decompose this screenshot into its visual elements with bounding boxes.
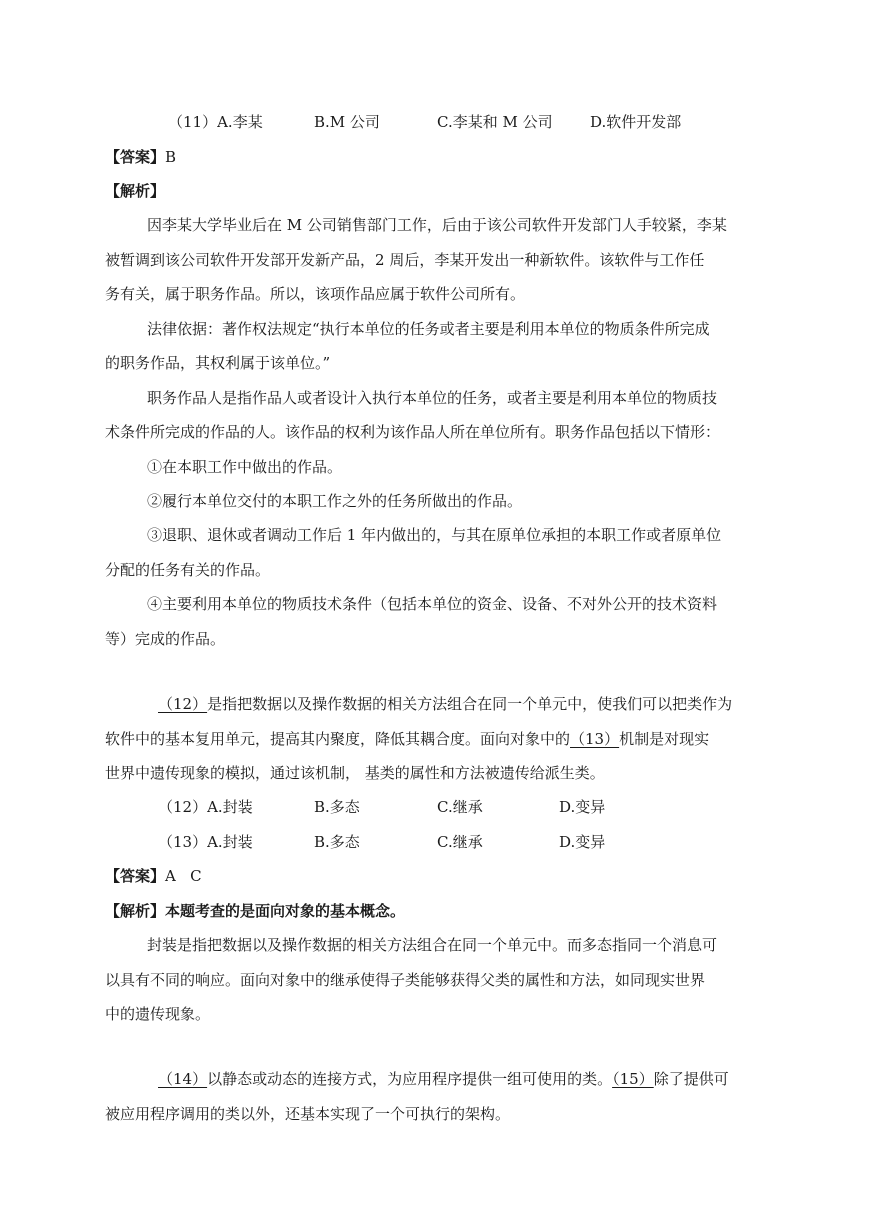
q13-option-d: D.变异	[559, 833, 606, 851]
q11-item3-line1: ③退职、退休或者调动工作后 1 年内做出的，与其在原单位承担的本职工作或者原单位	[147, 526, 722, 544]
q11-item3-line2: 分配的任务有关的作品。	[105, 561, 271, 579]
analysis-title: 本题考查的是面向对象的基本概念。	[165, 902, 406, 920]
answer-label: 【答案】	[105, 867, 166, 885]
analysis-label: 【解析】	[105, 902, 166, 920]
q12-analysis-heading	[105, 901, 405, 921]
blank-15: （15）	[612, 1070, 654, 1088]
answer-value: B	[165, 148, 177, 166]
q12-option-d: D.变异	[559, 798, 606, 816]
q11-option-d: D.软件开发部	[590, 113, 682, 131]
q13-option-a: （13）A.封装	[158, 833, 253, 851]
q11-analysis-label: 【解析】	[105, 182, 166, 200]
blank-14: （14）	[158, 1070, 208, 1088]
q11-item4-line1: ④主要利用本单位的物质技术条件（包括本单位的资金、设备、不对外公开的技术资料	[147, 595, 718, 613]
q11-item4-line2: 等）完成的作品。	[105, 630, 226, 648]
q11-para1-line3: 务有关，属于职务作品。所以，该项作品应属于软件公司所有。	[105, 285, 526, 303]
q12-option-c: C.继承	[437, 798, 483, 816]
q11-answer	[105, 147, 176, 167]
q11-para3-line1: 职务作品人是指作品人或者设计入执行本单位的任务，或者主要是利用本单位的物质技	[147, 389, 718, 407]
q14-stem-line1	[158, 1069, 729, 1089]
blank-13: （13）	[570, 730, 620, 748]
q11-para1-line2: 被暂调到该公司软件开发部开发新产品，2 周后，李某开发出一种新软件。该软件与工作任	[105, 251, 705, 269]
stem-text: 是指把数据以及操作数据的相关方法组合在同一个单元中，使我们可以把类作为	[207, 695, 733, 713]
q12-answer	[105, 866, 202, 886]
q11-option-c: C.李某和 M 公司	[437, 113, 553, 131]
answer-label: 【答案】	[105, 148, 166, 166]
q12-stem-line1	[158, 694, 732, 714]
q12-analysis-line2: 以具有不同的响应。面向对象中的继承使得子类能够获得父类的属性和方法，如同现实世界	[105, 971, 706, 989]
q11-option-b: B.M 公司	[314, 113, 380, 131]
stem-text: 软件中的基本复用单元，提高其内聚度，降低其耦合度。面向对象中的	[105, 730, 571, 748]
q12-stem-line2	[105, 729, 709, 749]
stem-text: 以静态或动态的连接方式，为应用程序提供一组可使用的类。	[207, 1070, 613, 1088]
blank-12: （12）	[158, 695, 208, 713]
q12-option-a: （12）A.封装	[158, 798, 253, 816]
q11-para1-line1: 因李某大学毕业后在 M 公司销售部门工作，后由于该公司软件开发部门人手较紧，李某	[147, 216, 727, 234]
q12-analysis-line3: 中的遗传现象。	[105, 1005, 211, 1023]
q12-option-b: B.多态	[314, 798, 360, 816]
answer-value: A C	[165, 867, 202, 885]
q13-option-c: C.继承	[437, 833, 483, 851]
stem-text: 除了提供可	[653, 1070, 729, 1088]
q12-analysis-line1: 封装是指把数据以及操作数据的相关方法组合在同一个单元中。而多态指同一个消息可	[147, 936, 718, 954]
q11-para2-line1: 法律依据：著作权法规定“执行本单位的任务或者主要是利用本单位的物质条件所完成	[147, 320, 710, 338]
q11-para2-line2: 的职务作品，其权利属于该单位。”	[105, 354, 331, 372]
q14-stem-line2: 被应用程序调用的类以外，还基本实现了一个可执行的架构。	[105, 1105, 511, 1123]
q13-option-b: B.多态	[314, 833, 360, 851]
q11-para3-line2: 术条件所完成的作品的人。该作品的权利为该作品人所在单位所有。职务作品包括以下情形：	[105, 423, 721, 441]
q11-option-a: （11）A.李某	[168, 113, 263, 131]
q11-item2: ②履行本单位交付的本职工作之外的任务所做出的作品。	[147, 492, 523, 510]
q11-item1: ①在本职工作中做出的作品。	[147, 458, 343, 476]
q12-stem-line3: 世界中遗传现象的模拟，通过该机制， 基类的属性和方法被遗传给派生类。	[105, 764, 605, 782]
stem-text: 机制是对现实	[619, 730, 710, 748]
